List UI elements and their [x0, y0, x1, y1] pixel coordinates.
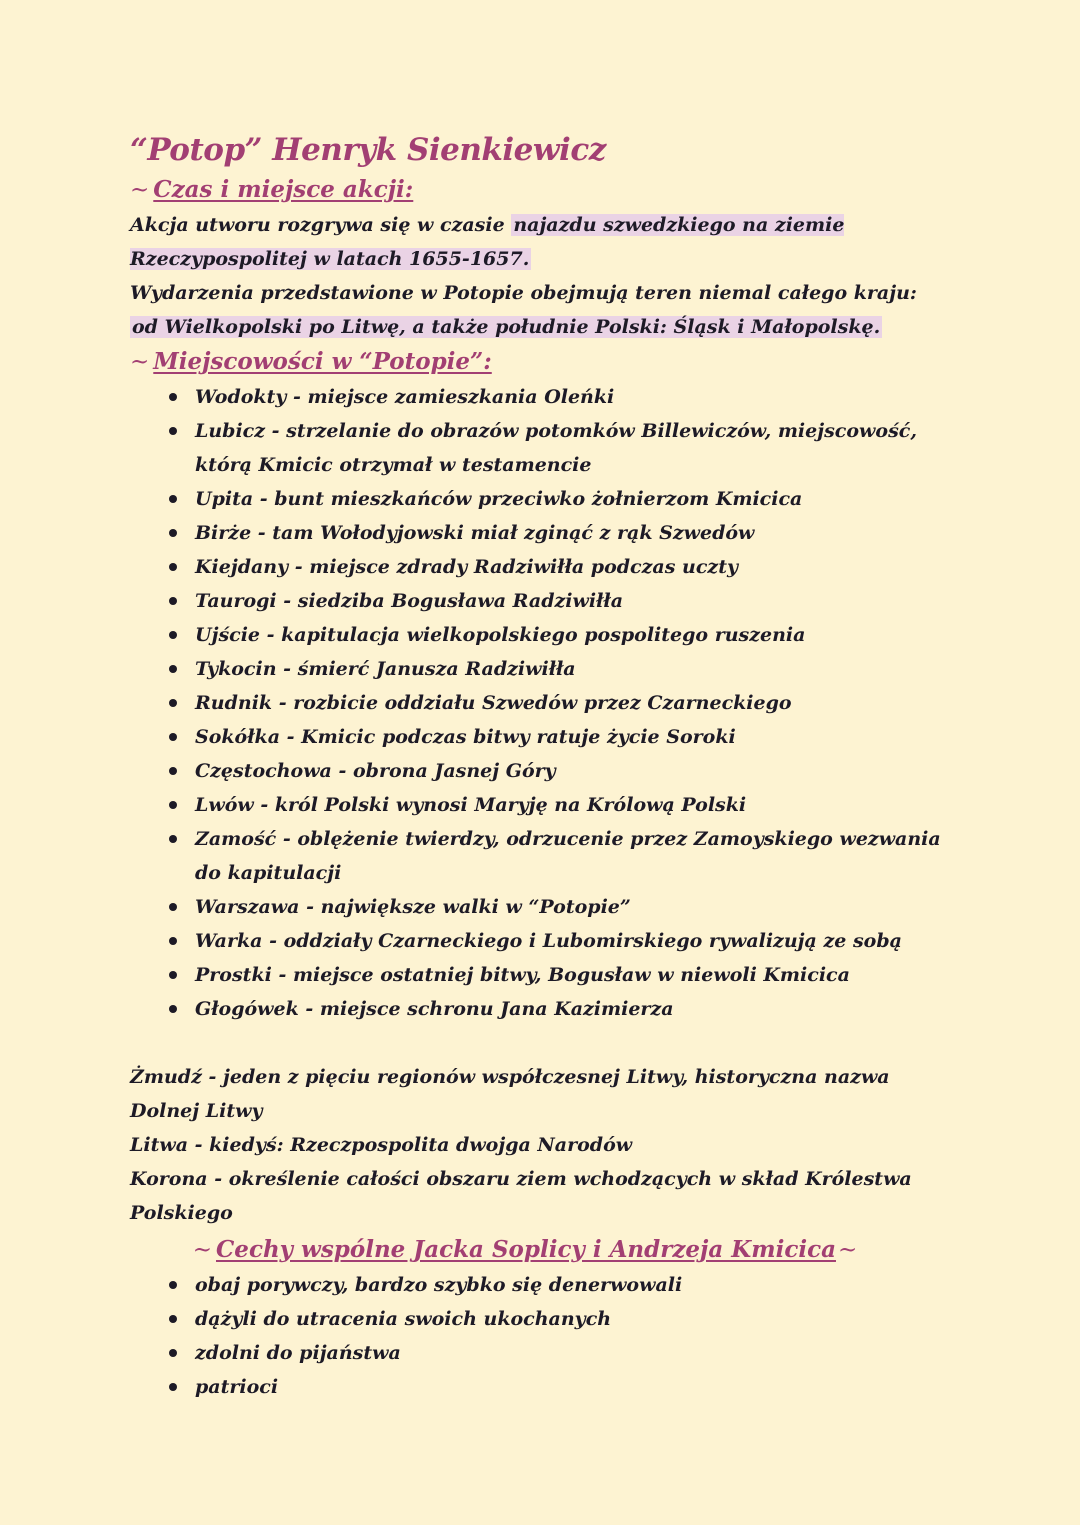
list-item-text: Lwów - król Polski wynosi Maryję na Królową Polski — [195, 794, 747, 816]
list-item — [164, 618, 950, 652]
bullet-icon — [169, 1281, 177, 1289]
list-item — [164, 720, 950, 754]
bullet-icon — [169, 665, 177, 673]
list-item-text: Kiejdany - miejsce zdrady Radziwiłła podczas uczty — [195, 556, 739, 578]
list-item-text: Sokółka - Kmicic podczas bitwy ratuje życie Soroki — [195, 726, 736, 748]
bullet-icon — [169, 937, 177, 945]
list-item-text: Warszawa - największe walki w “Potopie” — [195, 896, 631, 918]
bullet-icon — [169, 427, 177, 435]
bullet-icon — [169, 699, 177, 707]
list-item-text: obaj porywczy, bardzo szybko się denerwowali — [195, 1274, 683, 1296]
list-item-text: Ujście - kapitulacja wielkopolskiego pospolitego ruszenia — [195, 624, 806, 646]
list-item — [164, 652, 950, 686]
list-item — [164, 482, 950, 516]
tilde-decoration: ~ — [837, 1237, 858, 1263]
list-item — [164, 1336, 950, 1370]
list-item-text: Upita - bunt mieszkańców przeciwko żołnierzom Kmicica — [195, 488, 803, 510]
bullet-icon — [169, 903, 177, 911]
highlight-regions: od Wielkopolski po Litwę, a także południe Polski: Śląsk i Małopolskę. — [132, 316, 881, 338]
list-item-text: Rudnik - rozbicie oddziału Szwedów przez Czarneckiego — [195, 692, 792, 714]
bullet-icon — [169, 631, 177, 639]
paragraph-time — [130, 208, 950, 276]
list-item — [164, 890, 950, 924]
bullet-icon — [169, 1315, 177, 1323]
spacer — [130, 1026, 950, 1060]
definition-korona: Korona - określenie całości obszaru ziem wchodzących w skład Królestwa Polskiego — [130, 1168, 912, 1224]
list-item — [164, 380, 950, 414]
paragraph-place — [130, 276, 950, 344]
bullet-icon — [169, 801, 177, 809]
list-item — [164, 1302, 950, 1336]
list-item-text: Tykocin - śmierć Janusza Radziwiłła — [195, 658, 576, 680]
list-item — [164, 958, 950, 992]
bullet-icon — [169, 597, 177, 605]
section-heading-traits-text: Cechy wspólne Jacka Soplicy i Andrzeja Kmicica — [216, 1236, 836, 1263]
list-item — [164, 754, 950, 788]
bullet-icon — [169, 971, 177, 979]
bullet-icon — [169, 767, 177, 775]
list-item-text: Taurogi - siedziba Bogusława Radziwiłła — [195, 590, 624, 612]
bullet-icon — [169, 393, 177, 401]
list-item-text: zdolni do pijaństwa — [195, 1342, 401, 1364]
list-item — [164, 550, 950, 584]
bullet-icon — [169, 835, 177, 843]
list-item — [164, 822, 950, 890]
section-heading-places-text: Miejscowości w “Potopie”: — [153, 348, 492, 375]
bullet-icon — [169, 733, 177, 741]
list-item-text: patrioci — [195, 1376, 279, 1398]
bullet-icon — [169, 1383, 177, 1391]
list-item — [164, 924, 950, 958]
list-item-text: Wodokty - miejsce zamieszkania Oleńki — [195, 386, 615, 408]
list-item — [164, 992, 950, 1026]
bullet-icon — [169, 529, 177, 537]
list-item-text: Zamość - oblężenie twierdzy, odrzucenie przez Zamoyskiego wezwania do kapitulacji — [195, 828, 941, 884]
list-item-text: Prostki - miejsce ostatniej bitwy, Bogusław w niewoli Kmicica — [195, 964, 850, 986]
bullet-icon — [169, 495, 177, 503]
document-page — [130, 128, 950, 1404]
places-list — [130, 380, 950, 1026]
section-heading-places — [130, 344, 950, 380]
bullet-icon — [169, 1005, 177, 1013]
list-item — [164, 686, 950, 720]
list-item-text: Warka - oddziały Czarneckiego i Lubomirskiego rywalizują ze sobą — [195, 930, 902, 952]
list-item-text: dążyli do utracenia swoich ukochanych — [195, 1308, 612, 1330]
tilde-decoration: ~ — [130, 349, 150, 375]
tilde-decoration: ~ — [130, 177, 150, 203]
paragraph-place-text: Wydarzenia przedstawione w Potopie obejmują teren niemal całego kraju: — [130, 282, 917, 304]
list-item-text: Lubicz - strzelanie do obrazów potomków Billewiczów, miejscowość, którą Kmicic otrzymał w testamencie — [195, 420, 917, 476]
list-item-text: Birże - tam Wołodyjowski miał zginąć z rąk Szwedów — [195, 522, 755, 544]
list-item — [164, 788, 950, 822]
document-title: “Potop” Henryk Sienkiewicz — [130, 132, 606, 168]
list-item — [164, 584, 950, 618]
definition-zmudz: Żmudź - jeden z pięciu regionów współczesnej Litwy, historyczna nazwa Dolnej Litwy — [130, 1066, 890, 1122]
definition-litwa: Litwa - kiedyś: Rzeczpospolita dwojga Narodów — [130, 1134, 633, 1156]
bullet-icon — [169, 563, 177, 571]
section-heading-time-place-text: Czas i miejsce akcji: — [153, 176, 414, 203]
bullet-icon — [169, 1349, 177, 1357]
section-heading-time-place — [130, 172, 950, 208]
list-item — [164, 1268, 950, 1302]
tilde-decoration: ~ — [192, 1237, 212, 1263]
traits-list — [130, 1268, 950, 1404]
section-heading-traits — [100, 1232, 950, 1268]
list-item — [164, 516, 950, 550]
list-item-text: Głogówek - miejsce schronu Jana Kazimierza — [195, 998, 674, 1020]
list-item — [164, 414, 950, 482]
list-item — [164, 1370, 950, 1404]
highlight-invasion: najazdu szwedzkiego na ziemie Rzeczypospolitej w latach 1655-1657. — [130, 214, 845, 270]
list-item-text: Częstochowa - obrona Jasnej Góry — [195, 760, 556, 782]
paragraph-time-text: Akcja utworu rozgrywa się w czasie — [130, 214, 512, 236]
